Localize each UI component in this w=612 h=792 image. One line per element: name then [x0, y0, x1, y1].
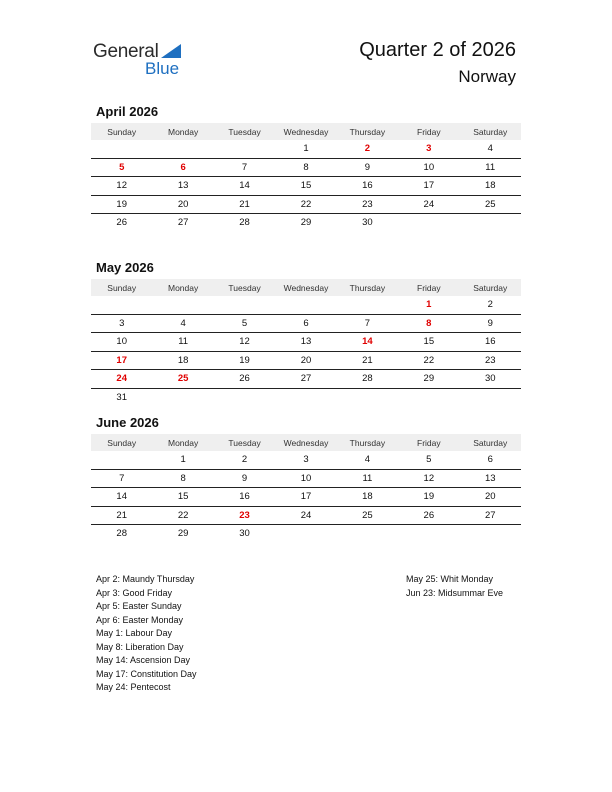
day-cell: 29 — [177, 528, 189, 540]
day-cell: 29 — [300, 217, 312, 229]
weekday-header-row — [91, 279, 521, 296]
day-cell: 10 — [300, 472, 312, 484]
weekday-label: Thursday — [349, 126, 386, 137]
day-cell: 11 — [178, 336, 189, 348]
day-cell: 15 — [423, 336, 435, 348]
day-cell: 19 — [116, 198, 127, 210]
holiday-day-cell: 14 — [362, 336, 373, 348]
week-row — [91, 333, 521, 352]
holiday-entry: Apr 3: Good Friday — [96, 587, 173, 598]
weekday-label: Sunday — [107, 282, 137, 293]
holiday-entry: May 24: Pentecost — [96, 682, 171, 692]
day-cell: 19 — [239, 354, 250, 366]
holiday-list-right — [406, 573, 503, 600]
holiday-entry: Apr 5: Easter Sunday — [96, 601, 182, 611]
day-cell: 30 — [484, 373, 496, 385]
day-cell: 27 — [177, 217, 189, 229]
week-row — [91, 488, 521, 507]
day-cell: 7 — [119, 472, 125, 484]
weekday-label: Saturday — [473, 126, 508, 137]
day-cell: 17 — [423, 180, 435, 192]
day-cell: 24 — [423, 198, 435, 210]
weekday-header-row — [91, 123, 521, 140]
day-cell: 22 — [177, 509, 189, 521]
day-cell: 2 — [487, 299, 493, 311]
weekday-label: Friday — [417, 437, 441, 448]
weekday-label: Wednesday — [283, 282, 329, 293]
day-cell: 20 — [177, 198, 189, 210]
day-cell: 8 — [303, 161, 309, 173]
week-row — [91, 159, 521, 178]
day-cell: 19 — [423, 491, 435, 503]
holiday-day-cell: 6 — [180, 161, 186, 173]
day-cell: 22 — [300, 198, 312, 210]
day-cell: 10 — [116, 336, 127, 348]
weekday-label: Monday — [168, 126, 199, 137]
week-row — [91, 525, 521, 543]
holiday-day-cell: 2 — [364, 143, 371, 155]
weekday-label: Tuesday — [228, 437, 261, 448]
day-cell: 30 — [239, 528, 250, 540]
holiday-entry: Apr 2: Maundy Thursday — [96, 574, 195, 584]
logo-word-general: General — [93, 41, 159, 62]
day-cell: 18 — [177, 354, 189, 366]
weekday-label: Monday — [168, 282, 199, 293]
day-cell: 13 — [177, 180, 189, 192]
day-cell: 6 — [487, 454, 493, 466]
day-cell: 16 — [362, 180, 373, 192]
day-cell: 28 — [362, 373, 373, 385]
day-cell: 11 — [362, 472, 373, 484]
day-cell: 27 — [300, 373, 312, 385]
week-row — [91, 370, 521, 389]
holiday-entry: Apr 6: Easter Monday — [96, 614, 184, 625]
day-cell: 25 — [484, 198, 496, 210]
day-cell: 7 — [364, 317, 371, 329]
day-cell: 15 — [177, 491, 189, 503]
day-cell: 5 — [426, 454, 432, 466]
day-cell: 29 — [423, 373, 435, 385]
holiday-list-left — [96, 573, 197, 695]
brand-logo — [93, 41, 193, 81]
month-title: June 2026 — [96, 415, 159, 430]
day-cell: 7 — [241, 161, 248, 173]
holiday-day-cell: 25 — [177, 373, 189, 385]
weekday-label: Saturday — [473, 437, 508, 448]
day-cell: 12 — [239, 336, 250, 348]
month-title: April 2026 — [96, 104, 159, 119]
weekday-label: Sunday — [107, 126, 137, 137]
day-cell: 26 — [239, 373, 250, 385]
day-cell: 27 — [484, 509, 496, 521]
day-cell: 23 — [362, 198, 373, 210]
holiday-day-cell: 8 — [426, 317, 432, 329]
week-row — [91, 389, 521, 407]
day-cell: 22 — [423, 354, 435, 366]
holiday-day-cell: 17 — [116, 354, 127, 366]
month-calendar-june — [91, 415, 521, 543]
day-cell: 1 — [303, 143, 309, 155]
day-cell: 16 — [239, 491, 250, 503]
day-cell: 8 — [180, 472, 186, 484]
day-cell: 14 — [239, 180, 250, 192]
day-cell: 6 — [303, 317, 309, 329]
day-cell: 23 — [484, 354, 496, 366]
week-row — [91, 196, 521, 215]
day-cell: 18 — [484, 180, 496, 192]
week-row — [91, 507, 521, 526]
holiday-day-cell: 1 — [426, 299, 432, 311]
week-row — [91, 177, 521, 196]
day-cell: 24 — [300, 509, 312, 521]
month-calendar-april — [91, 104, 521, 232]
holiday-day-cell: 24 — [116, 373, 127, 385]
day-cell: 10 — [423, 161, 435, 173]
day-cell: 3 — [119, 317, 125, 329]
day-cell: 12 — [116, 180, 127, 192]
day-cell: 17 — [300, 491, 312, 503]
week-row — [91, 214, 521, 232]
weekday-label: Thursday — [349, 437, 386, 448]
week-row — [91, 451, 521, 470]
day-cell: 4 — [487, 143, 493, 155]
weekday-label: Sunday — [107, 437, 137, 448]
day-cell: 21 — [239, 198, 250, 210]
day-cell: 14 — [116, 491, 127, 503]
holiday-day-cell: 3 — [426, 143, 432, 155]
day-cell: 18 — [362, 491, 373, 503]
day-cell: 3 — [303, 454, 309, 466]
day-cell: 13 — [484, 472, 496, 484]
holiday-entry: May 14: Ascension Day — [96, 655, 191, 665]
day-cell: 28 — [239, 217, 250, 229]
weekday-label: Wednesday — [283, 126, 329, 137]
holiday-entry: May 17: Constitution Day — [96, 668, 197, 679]
day-cell: 30 — [362, 217, 373, 229]
day-cell: 26 — [423, 509, 435, 521]
holiday-day-cell: 5 — [119, 161, 125, 173]
day-cell: 15 — [300, 180, 312, 192]
day-cell: 12 — [423, 472, 435, 484]
weekday-label: Saturday — [473, 282, 508, 293]
day-cell: 16 — [484, 336, 496, 348]
weekday-label: Monday — [168, 437, 199, 448]
day-cell: 1 — [180, 454, 186, 466]
holiday-entry: May 8: Liberation Day — [96, 641, 184, 652]
day-cell: 20 — [300, 354, 312, 366]
day-cell: 5 — [241, 317, 248, 329]
weekday-label: Wednesday — [283, 437, 329, 448]
week-row — [91, 470, 521, 489]
week-row — [91, 296, 521, 315]
week-row — [91, 352, 521, 371]
weekday-label: Tuesday — [228, 282, 261, 293]
holiday-entry: Jun 23: Midsummar Eve — [406, 587, 504, 598]
logo-word-blue: Blue — [145, 59, 180, 78]
weekday-header-row — [91, 434, 521, 451]
week-row — [91, 315, 521, 334]
page-title: Quarter 2 of 2026 — [359, 39, 516, 61]
day-cell: 20 — [484, 491, 496, 503]
day-cell: 25 — [362, 509, 373, 521]
logo-triangle-icon — [161, 44, 181, 58]
day-cell: 11 — [485, 161, 496, 173]
weekday-label: Friday — [417, 282, 441, 293]
day-cell: 9 — [364, 161, 371, 173]
weekday-label: Tuesday — [228, 126, 261, 137]
day-cell: 4 — [180, 317, 186, 329]
country-subtitle: Norway — [458, 67, 516, 86]
day-cell: 31 — [116, 391, 127, 403]
day-cell: 28 — [116, 528, 127, 540]
day-cell: 4 — [364, 454, 371, 466]
day-cell: 13 — [300, 336, 312, 348]
weekday-label: Thursday — [349, 282, 386, 293]
holiday-entry: May 1: Labour Day — [96, 628, 173, 638]
month-title: May 2026 — [96, 260, 154, 275]
day-cell: 21 — [362, 354, 373, 366]
holiday-entry: May 25: Whit Monday — [406, 574, 494, 584]
holiday-day-cell: 23 — [239, 509, 250, 521]
month-calendar-may — [91, 260, 521, 406]
day-cell: 2 — [241, 454, 248, 466]
weekday-label: Friday — [417, 126, 441, 137]
week-row — [91, 140, 521, 159]
day-cell: 26 — [116, 217, 127, 229]
day-cell: 9 — [241, 472, 248, 484]
day-cell: 21 — [116, 509, 127, 521]
day-cell: 9 — [487, 317, 493, 329]
